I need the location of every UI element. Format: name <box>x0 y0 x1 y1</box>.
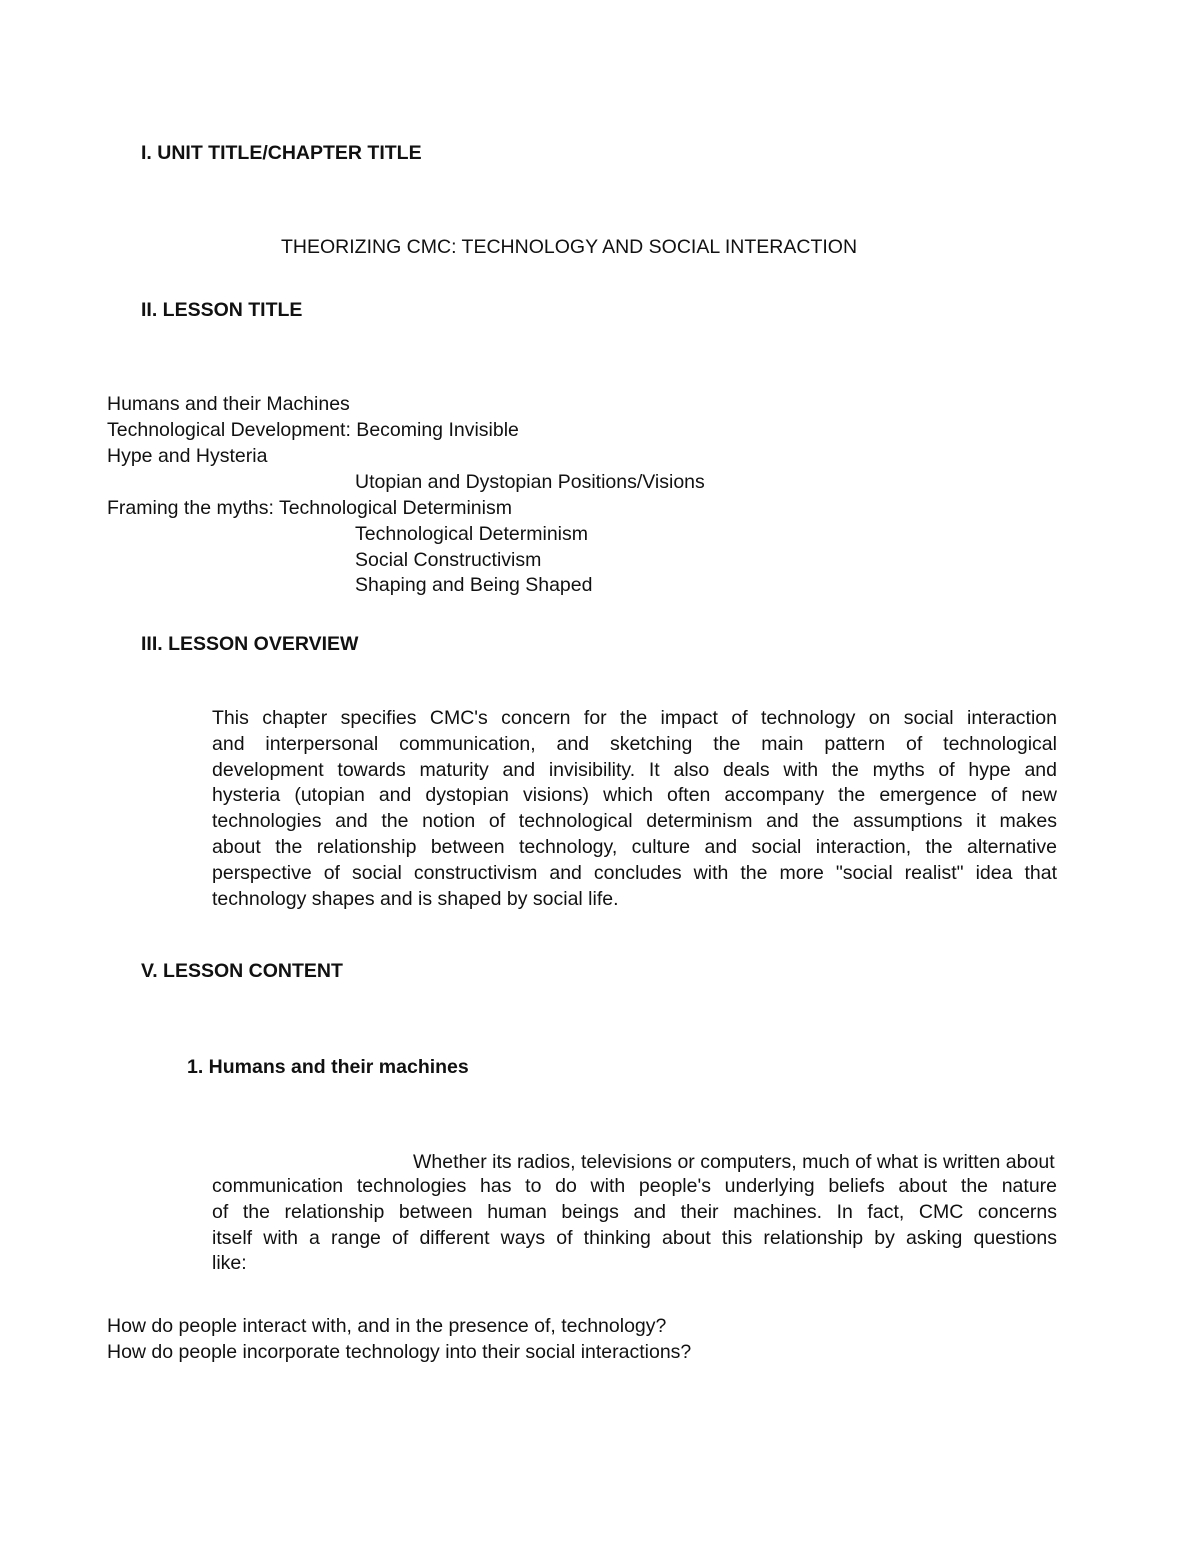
content-heading: V. LESSON CONTENT <box>141 960 343 982</box>
lesson-subtitle-item: Shaping and Being Shaped <box>355 574 593 596</box>
content-line: of the relationship between human beings and their machines. In fact, CMC concerns <box>212 1200 1057 1223</box>
lesson-title-item: Hype and Hysteria <box>107 445 268 467</box>
overview-line: perspective of social constructivism and concludes with the more "social realist" idea that <box>212 861 1057 884</box>
overview-line: technologies and the notion of technological determinism and the assumptions it makes <box>212 810 1057 833</box>
content-line: like: <box>212 1252 247 1275</box>
overview-line: This chapter specifies CMC's concern for the impact of technology on social interaction <box>212 707 1057 729</box>
lesson-subtitle-item: Technological Determinism <box>355 523 589 545</box>
lesson-subtitle-item: Social Constructivism <box>355 549 542 571</box>
overview-paragraph <box>212 706 1057 912</box>
question-item: How do people interact with, and in the presence of, technology? <box>107 1315 667 1337</box>
lesson-title-item: Framing the myths: Technological Determinism <box>107 497 512 519</box>
content-subheading: 1. Humans and their machines <box>187 1056 469 1078</box>
overview-line: technology shapes and is shaped by social life. <box>212 887 619 910</box>
overview-heading: III. LESSON OVERVIEW <box>141 633 359 655</box>
overview-line: about the relationship between technology, culture and social interaction, the alternative <box>212 835 1057 858</box>
content-first-line: Whether its radios, televisions or computers, much of what is written about <box>413 1151 1055 1173</box>
lesson-title-item: Humans and their Machines <box>107 393 350 415</box>
content-paragraph <box>212 1174 1057 1277</box>
overview-line: and interpersonal communication, and sketching the main pattern of technological <box>212 732 1057 755</box>
overview-line: development towards maturity and invisibility. It also deals with the myths of hype and <box>212 758 1057 781</box>
question-item: How do people incorporate technology into their social interactions? <box>107 1341 692 1363</box>
lesson-subtitle-item: Utopian and Dystopian Positions/Visions <box>355 471 705 493</box>
content-line: communication technologies has to do with people's underlying beliefs about the nature <box>212 1175 1057 1197</box>
lesson-title-item: Technological Development: Becoming Invisible <box>107 419 519 441</box>
unit-heading: I. UNIT TITLE/CHAPTER TITLE <box>141 142 422 164</box>
lesson-heading: II. LESSON TITLE <box>141 299 303 321</box>
chapter-title: THEORIZING CMC: TECHNOLOGY AND SOCIAL INTERACTION <box>281 236 858 258</box>
overview-line: hysteria (utopian and dystopian visions) which often accompany the emergence of new <box>212 784 1057 807</box>
content-line: itself with a range of different ways of thinking about this relationship by asking questions <box>212 1226 1057 1249</box>
